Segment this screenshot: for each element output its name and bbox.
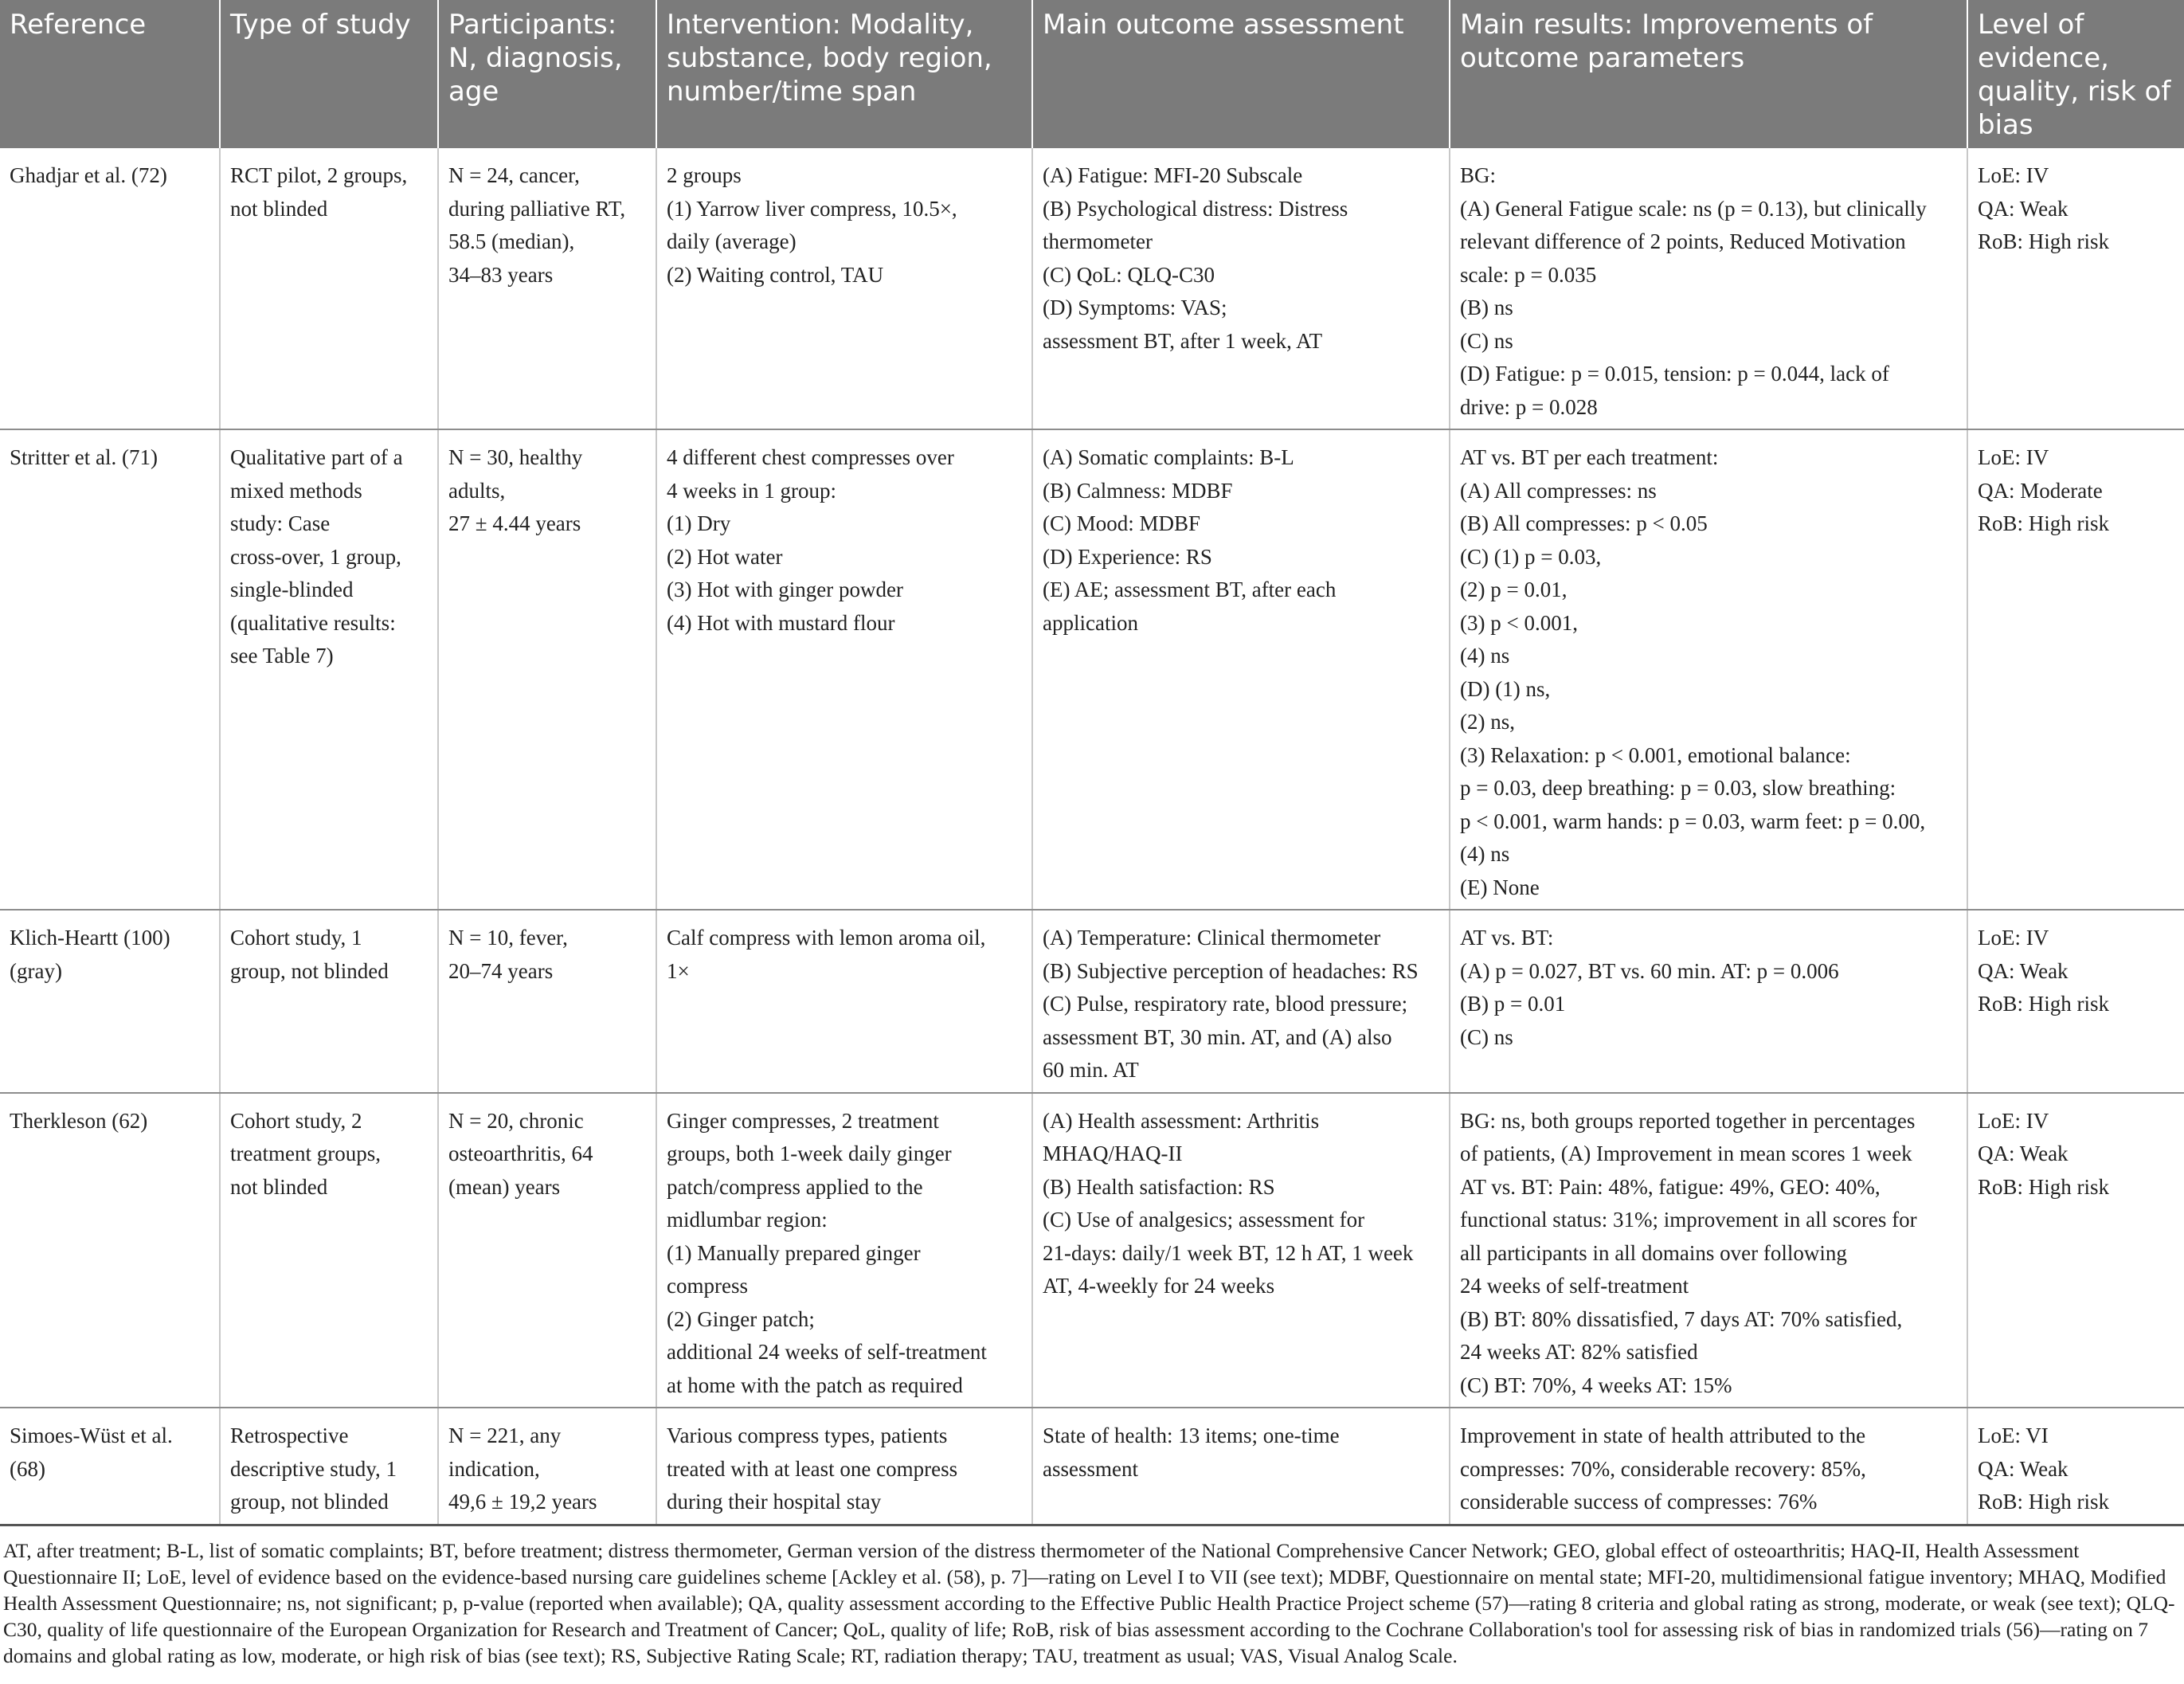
evidence-cell bbox=[1967, 429, 2184, 910]
cell-line: BG: ns, both groups reported together in percentages bbox=[1460, 1108, 1916, 1133]
cell-line: N = 24, cancer, bbox=[448, 163, 580, 187]
cell-line: relevant difference of 2 points, Reduced Motivation bbox=[1460, 229, 1906, 253]
cell-line: Cohort study, 2 bbox=[230, 1108, 362, 1133]
cell-line: RCT pilot, 2 groups, bbox=[230, 163, 408, 187]
table-footnote: AT, after treatment; B-L, list of somatic complaints; BT, before treatment; distress thermometer, German version of the distress thermometer of the National Comprehensive Cancer Network; GEO, global effect of osteoarthritis; HAQ-II, Health Assessment Questionnaire II; LoE, level of evidence based on the evidence-based nursing care guidelines scheme [Ackley et al. (58), p. 7]—rating on Level I to VII (see text); MDBF, Questionnaire on mental state; MFI-20, multidimensional fatigue inventory; MHAQ, Modified Health Assessment Questionnaire; ns, not significant; p, p-value (reported when available); QA, quality assessment according to the Effective Public Health Practice Project scheme (57)—rating 8 criteria and global rating as strong, moderate, or weak (see text); QLQ-C30, quality of life questionnaire of the European Organization for Research and Treatment of Cancer; QoL, quality of life; RoB, risk of bias assessment according to the Cochrane Collaboration's tool for assessing risk of bias in randomized trials (56)—rating on 7 domains and global rating as low, moderate, or high risk of bias (see text); RS, Subjective Rating Scale; RT, radiation therapy; TAU, treatment as usual; VAS, Visual Analog Scale. bbox=[3, 1538, 2175, 1667]
cell-line: 34–83 years bbox=[448, 262, 554, 287]
cell-line: descriptive study, 1 bbox=[230, 1456, 397, 1481]
cell-line: (D) Experience: RS bbox=[1043, 544, 1212, 569]
cell-line: (C) ns bbox=[1460, 328, 1513, 353]
cell-line: N = 30, healthy bbox=[448, 445, 583, 469]
column-header-participants: Participants: N, diagnosis, age bbox=[438, 0, 656, 148]
table-row bbox=[0, 429, 2184, 910]
study-type-cell bbox=[220, 429, 438, 910]
results-cell bbox=[1450, 1408, 1967, 1525]
column-header-outcome: Main outcome assessment bbox=[1032, 0, 1450, 148]
cell-line: considerable success of compresses: 76% bbox=[1460, 1490, 1818, 1514]
cell-line: additional 24 weeks of self-treatment bbox=[667, 1340, 987, 1364]
intervention-cell bbox=[656, 429, 1032, 910]
cell-line: LoE: IV bbox=[1978, 1108, 2049, 1133]
study-type-cell bbox=[220, 910, 438, 1093]
cell-line: (1) Yarrow liver compress, 10.5×, bbox=[667, 196, 957, 221]
cell-line: osteoarthritis, 64 bbox=[448, 1142, 593, 1165]
cell-line: adults, bbox=[448, 478, 506, 503]
cell-line: (D) Fatigue: p = 0.015, tension: p = 0.044, lack of bbox=[1460, 362, 1889, 386]
outcome-cell bbox=[1032, 429, 1450, 910]
cell-line: 4 different chest compresses over bbox=[667, 445, 954, 469]
cell-line: (A) Temperature: Clinical thermometer bbox=[1043, 926, 1381, 950]
cell-line: (A) General Fatigue scale: ns (p = 0.13), but clinically bbox=[1460, 196, 1927, 221]
results-cell bbox=[1450, 429, 1967, 910]
cell-line: (A) Somatic complaints: B-L bbox=[1043, 445, 1294, 469]
cell-line: (C) Use of analgesics; assessment for bbox=[1043, 1208, 1365, 1232]
intervention-cell bbox=[656, 148, 1032, 429]
cell-line: indication, bbox=[448, 1456, 540, 1481]
cell-line: not blinded bbox=[230, 196, 328, 221]
cell-line: drive: p = 0.028 bbox=[1460, 394, 1598, 419]
cell-line: RoB: High risk bbox=[1978, 511, 2110, 535]
cell-line: (mean) years bbox=[448, 1174, 561, 1199]
cell-line: (3) Relaxation: p < 0.001, emotional balance: bbox=[1460, 742, 1851, 767]
cell-line: groups, both 1-week daily ginger bbox=[667, 1142, 952, 1165]
cell-line: Ginger compresses, 2 treatment bbox=[667, 1108, 939, 1133]
cell-line: thermometer bbox=[1043, 229, 1153, 253]
cell-line: group, not blinded bbox=[230, 1490, 389, 1514]
cell-line: (3) Hot with ginger powder bbox=[667, 578, 903, 601]
cell-line: RoB: High risk bbox=[1978, 1174, 2110, 1199]
cell-line: 27 ± 4.44 years bbox=[448, 511, 581, 535]
cell-line: 20–74 years bbox=[448, 958, 554, 983]
cell-line: assessment BT, after 1 week, AT bbox=[1043, 328, 1323, 353]
cell-line: RoB: High risk bbox=[1978, 992, 2110, 1016]
cell-line: during palliative RT, bbox=[448, 196, 626, 221]
participants-cell bbox=[438, 1408, 656, 1525]
cell-line: 1× bbox=[667, 958, 690, 983]
reference-cell: Therkleson (62) bbox=[0, 1093, 220, 1408]
cell-line: (3) p < 0.001, bbox=[1460, 610, 1578, 635]
cell-line: 60 min. AT bbox=[1043, 1058, 1139, 1082]
cell-line: (A) p = 0.027, BT vs. 60 min. AT: p = 0.006 bbox=[1460, 958, 1839, 983]
cell-line: daily (average) bbox=[667, 229, 796, 253]
study-type-cell bbox=[220, 1408, 438, 1525]
cell-line: (2) Ginger patch; bbox=[667, 1306, 815, 1331]
cell-line: AT vs. BT per each treatment: bbox=[1460, 445, 1719, 469]
cell-line: 24 weeks of self-treatment bbox=[1460, 1274, 1689, 1298]
participants-cell bbox=[438, 910, 656, 1093]
cell-line: (4) Hot with mustard flour bbox=[667, 610, 895, 635]
cell-line: BG: bbox=[1460, 163, 1497, 187]
outcome-cell bbox=[1032, 1093, 1450, 1408]
cell-line: (1) Dry bbox=[667, 511, 731, 535]
reference-cell: Ghadjar et al. (72) bbox=[0, 148, 220, 429]
cell-line: QA: Weak bbox=[1978, 1456, 2069, 1481]
cell-line: RoB: High risk bbox=[1978, 229, 2110, 253]
study-type-cell bbox=[220, 1093, 438, 1408]
cell-line: of patients, (A) Improvement in mean scores 1 week bbox=[1460, 1142, 1912, 1165]
results-cell bbox=[1450, 148, 1967, 429]
cell-line: QA: Weak bbox=[1978, 1142, 2069, 1165]
cell-line: MHAQ/HAQ-II bbox=[1043, 1142, 1183, 1165]
cell-line: all participants in all domains over following bbox=[1460, 1240, 1847, 1265]
cell-line: (C) ns bbox=[1460, 1024, 1513, 1049]
column-header-intervention: Intervention: Modality, substance, body region, number/time span bbox=[656, 0, 1032, 148]
cell-line: compresses: 70%, considerable recovery: 85%, bbox=[1460, 1456, 1866, 1481]
cell-line: (C) BT: 70%, 4 weeks AT: 15% bbox=[1460, 1373, 1732, 1397]
cell-line: midlumbar region: bbox=[667, 1208, 828, 1232]
outcome-cell bbox=[1032, 910, 1450, 1093]
cell-line: (B) BT: 80% dissatisfied, 7 days AT: 70% satisfied, bbox=[1460, 1306, 1903, 1331]
cell-line: RoB: High risk bbox=[1978, 1490, 2110, 1514]
cell-line: LoE: IV bbox=[1978, 163, 2049, 187]
evidence-cell bbox=[1967, 148, 2184, 429]
column-header-evidence: Level of evidence, quality, risk of bias bbox=[1967, 0, 2184, 148]
cell-line: during their hospital stay bbox=[667, 1490, 882, 1514]
cell-line: AT vs. BT: bbox=[1460, 926, 1554, 950]
cell-line: LoE: IV bbox=[1978, 926, 2049, 950]
cell-line: (C) (1) p = 0.03, bbox=[1460, 544, 1602, 569]
cell-line: AT vs. BT: Pain: 48%, fatigue: 49%, GEO: 40%, bbox=[1460, 1174, 1881, 1199]
cell-line: p = 0.03, deep breathing: p = 0.03, slow breathing: bbox=[1460, 776, 1896, 800]
cell-line: (E) AE; assessment BT, after each bbox=[1043, 578, 1337, 601]
cell-line: (qualitative results: bbox=[230, 610, 396, 635]
cell-line: Various compress types, patients bbox=[667, 1424, 948, 1447]
cell-line: (B) Subjective perception of headaches: RS bbox=[1043, 958, 1419, 983]
study-type-cell bbox=[220, 148, 438, 429]
cell-line: (B) All compresses: p < 0.05 bbox=[1460, 511, 1708, 535]
cell-line: (C) Mood: MDBF bbox=[1043, 511, 1201, 535]
table-header-row bbox=[0, 0, 2184, 148]
intervention-cell bbox=[656, 1093, 1032, 1408]
intervention-cell bbox=[656, 910, 1032, 1093]
table-row bbox=[0, 1408, 2184, 1525]
reference-cell: Simoes-Wüst et al. (68) bbox=[0, 1408, 220, 1525]
column-header-reference: Reference bbox=[0, 0, 220, 148]
column-header-study-type: Type of study bbox=[220, 0, 438, 148]
evidence-cell bbox=[1967, 1408, 2184, 1525]
cell-line: at home with the patch as required bbox=[667, 1373, 963, 1397]
table-row bbox=[0, 910, 2184, 1093]
cell-line: Retrospective bbox=[230, 1424, 349, 1447]
cell-line: (A) All compresses: ns bbox=[1460, 478, 1657, 503]
cell-line: compress bbox=[667, 1274, 748, 1298]
reference-cell: Klich-Heartt (100) (gray) bbox=[0, 910, 220, 1093]
cell-line: (B) Psychological distress: Distress bbox=[1043, 196, 1348, 221]
cell-line: not blinded bbox=[230, 1174, 328, 1199]
cell-line: assessment bbox=[1043, 1456, 1138, 1481]
table-row bbox=[0, 148, 2184, 429]
cell-line: (A) Fatigue: MFI-20 Subscale bbox=[1043, 163, 1303, 187]
column-header-results: Main results: Improvements of outcome parameters bbox=[1450, 0, 1967, 148]
intervention-cell bbox=[656, 1408, 1032, 1525]
cell-line: N = 221, any bbox=[448, 1424, 562, 1447]
cell-line: 4 weeks in 1 group: bbox=[667, 478, 836, 503]
evidence-cell bbox=[1967, 910, 2184, 1093]
cell-line: QA: Moderate bbox=[1978, 478, 2103, 503]
table-row bbox=[0, 1093, 2184, 1408]
cell-line: application bbox=[1043, 610, 1138, 635]
evidence-cell bbox=[1967, 1093, 2184, 1408]
cell-line: (2) Waiting control, TAU bbox=[667, 262, 884, 287]
cell-line: AT, 4-weekly for 24 weeks bbox=[1043, 1274, 1275, 1298]
participants-cell bbox=[438, 148, 656, 429]
cell-line: (B) ns bbox=[1460, 296, 1513, 319]
cell-line: Improvement in state of health attributed to the bbox=[1460, 1424, 1866, 1447]
cell-line: (B) Health satisfaction: RS bbox=[1043, 1174, 1275, 1199]
cell-line: N = 10, fever, bbox=[448, 926, 568, 950]
cell-line: treated with at least one compress bbox=[667, 1456, 958, 1481]
cell-line: State of health: 13 items; one-time bbox=[1043, 1424, 1340, 1447]
results-cell bbox=[1450, 1093, 1967, 1408]
cell-line: mixed methods bbox=[230, 478, 362, 503]
cell-line: Qualitative part of a bbox=[230, 445, 403, 469]
cell-line: scale: p = 0.035 bbox=[1460, 262, 1597, 287]
cell-line: (1) Manually prepared ginger bbox=[667, 1240, 921, 1265]
reference-cell: Stritter et al. (71) bbox=[0, 429, 220, 910]
cell-line: 49,6 ± 19,2 years bbox=[448, 1490, 597, 1514]
participants-cell bbox=[438, 1093, 656, 1408]
cell-line: (2) ns, bbox=[1460, 710, 1515, 734]
cell-line: assessment BT, 30 min. AT, and (A) also bbox=[1043, 1024, 1392, 1049]
cell-line: p < 0.001, warm hands: p = 0.03, warm feet: p = 0.00, bbox=[1460, 809, 1926, 833]
cell-line: treatment groups, bbox=[230, 1142, 381, 1165]
cell-line: (D) (1) ns, bbox=[1460, 676, 1551, 701]
outcome-cell bbox=[1032, 1408, 1450, 1525]
cell-line: (E) None bbox=[1460, 875, 1540, 899]
cell-line: (4) ns bbox=[1460, 842, 1510, 866]
cell-line: N = 20, chronic bbox=[448, 1108, 584, 1133]
cell-line: patch/compress applied to the bbox=[667, 1174, 923, 1199]
cell-line: (4) ns bbox=[1460, 644, 1510, 668]
cell-line: QA: Weak bbox=[1978, 196, 2069, 221]
cell-line: (C) Pulse, respiratory rate, blood pressure; bbox=[1043, 992, 1408, 1016]
cell-line: single-blinded bbox=[230, 578, 354, 601]
cell-line: see Table 7) bbox=[230, 644, 334, 668]
cell-line: (D) Symptoms: VAS; bbox=[1043, 296, 1227, 319]
cell-line: study: Case bbox=[230, 511, 331, 535]
cell-line: (2) Hot water bbox=[667, 544, 783, 569]
results-cell bbox=[1450, 910, 1967, 1093]
cell-line: (C) QoL: QLQ-C30 bbox=[1043, 262, 1215, 287]
cell-line: group, not blinded bbox=[230, 958, 389, 983]
participants-cell bbox=[438, 429, 656, 910]
cell-line: QA: Weak bbox=[1978, 958, 2069, 983]
cell-line: (A) Health assessment: Arthritis bbox=[1043, 1108, 1320, 1133]
cell-line: 21-days: daily/1 week BT, 12 h AT, 1 week bbox=[1043, 1240, 1414, 1265]
cell-line: 58.5 (median), bbox=[448, 229, 575, 253]
cell-line: (B) p = 0.01 bbox=[1460, 992, 1566, 1016]
cell-line: LoE: IV bbox=[1978, 445, 2049, 469]
outcome-cell bbox=[1032, 148, 1450, 429]
cell-line: Calf compress with lemon aroma oil, bbox=[667, 926, 986, 950]
cell-line: (2) p = 0.01, bbox=[1460, 578, 1568, 601]
cell-line: cross-over, 1 group, bbox=[230, 544, 401, 569]
cell-line: (B) Calmness: MDBF bbox=[1043, 478, 1233, 503]
cell-line: Cohort study, 1 bbox=[230, 926, 362, 950]
cell-line: LoE: VI bbox=[1978, 1424, 2049, 1447]
cell-line: 2 groups bbox=[667, 163, 742, 187]
cell-line: 24 weeks AT: 82% satisfied bbox=[1460, 1340, 1698, 1364]
cell-line: functional status: 31%; improvement in all scores for bbox=[1460, 1208, 1917, 1232]
table-body bbox=[0, 148, 2184, 1525]
